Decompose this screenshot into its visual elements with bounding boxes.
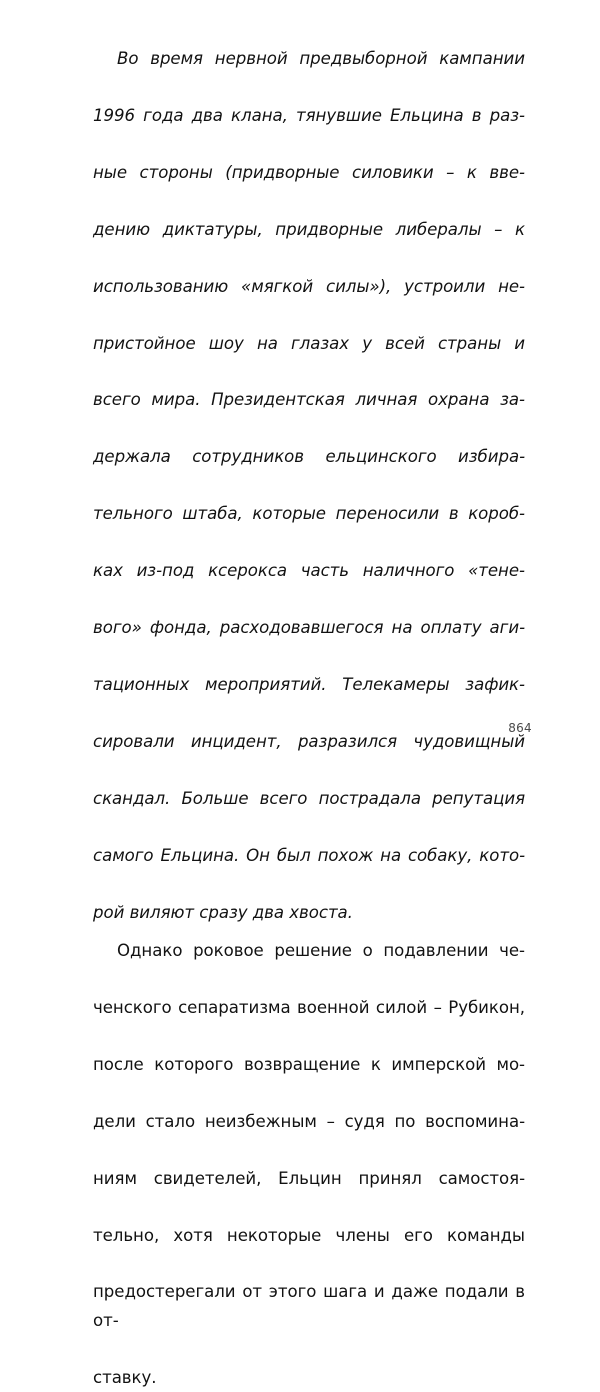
text-line: тельного штаба, которые переносили в короб- — [93, 504, 525, 524]
text-line: сировали инцидент, разразился чудовищный — [93, 731, 526, 751]
text-line: предостерегали от этого шага и даже подали в от- — [93, 1282, 526, 1330]
text-line: всего мира. Президентская личная охрана за- — [93, 390, 525, 410]
text-line: использованию «мягкой силы»), устроили не- — [93, 276, 525, 296]
text-line: держала сотрудников ельцинского избира- — [93, 447, 526, 467]
text-line: ниям свидетелей, Ельцин принял самостоя- — [93, 1168, 526, 1188]
text-column — [93, 45, 525, 1392]
text-line: после которого возвращение к имперской мо- — [93, 1054, 525, 1074]
text-line: Однако роковое решение о подавлении че- — [117, 941, 525, 961]
text-line: тационных мероприятий. Телекамеры зафик- — [93, 674, 525, 694]
text-line: ставку. — [93, 1367, 157, 1387]
text-line: пристойное шоу на глазах у всей страны и — [93, 333, 526, 353]
text-line: 1996 года два клана, тянувшие Ельцина в раз- — [93, 105, 525, 125]
text-line: рой виляют сразу два хвоста. — [93, 902, 353, 922]
page-number: 864 — [508, 721, 532, 735]
text-line: ные стороны (придворные силовики – к вве- — [93, 162, 525, 182]
paragraph-2 — [93, 937, 525, 1392]
text-line: дению диктатуры, придворные либералы – к — [93, 219, 525, 239]
text-line: вого» фонда, расходовавшегося на оплату аги- — [93, 618, 526, 638]
text-line: ках из-под ксерокса часть наличного «тене- — [93, 561, 525, 581]
paragraph-1 — [93, 45, 525, 927]
text-line: самого Ельцина. Он был похож на собаку, кото- — [93, 845, 526, 865]
text-line: Во время нервной предвыборной кампании — [117, 49, 525, 68]
text-line: дели стало неизбежным – судя по воспомина- — [93, 1111, 526, 1131]
text-line: скандал. Больше всего пострадала репутация — [93, 788, 526, 808]
text-line: тельно, хотя некоторые члены его команды — [93, 1225, 525, 1245]
text-line: ченского сепаратизма военной силой – Рубикон, — [93, 997, 526, 1017]
